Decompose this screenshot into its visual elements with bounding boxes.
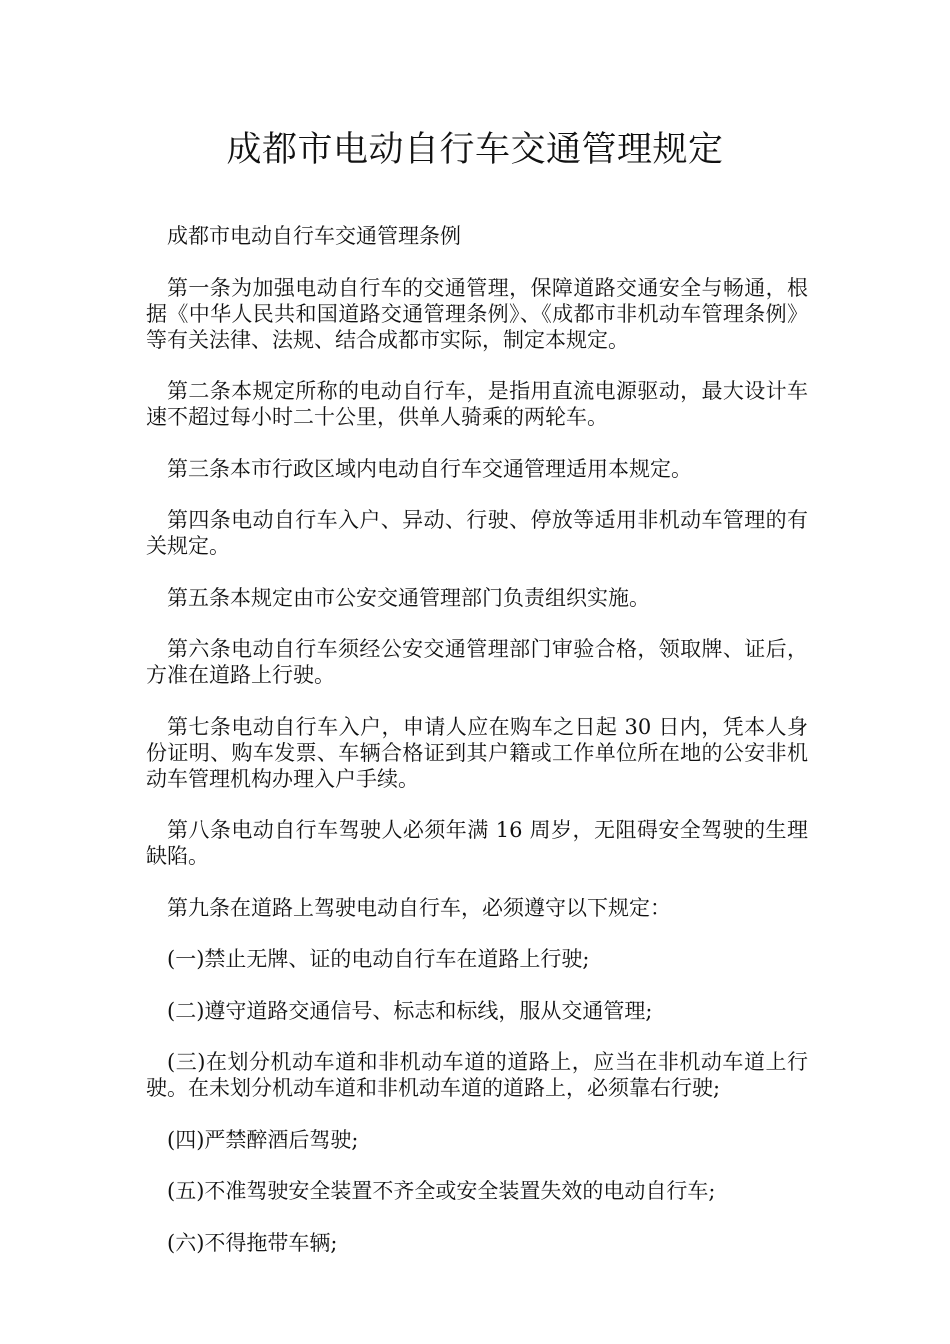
paragraph-article-5: 第五条本规定由市公安交通管理部门负责组织实施。 — [167, 585, 650, 610]
paragraph-heading: 成都市电动自行车交通管理条例 — [167, 224, 461, 248]
list-item-5: (五)不准驾驶安全装置不齐全或安全装置失效的电动自行车; — [167, 1179, 716, 1203]
list-item-2: (二)遵守道路交通信号、标志和标线，服从交通管理; — [167, 998, 653, 1023]
list-item-6: (六)不得拖带车辆; — [167, 1230, 338, 1255]
paragraph-article-9: 第九条在道路上驾驶电动自行车，必须遵守以下规定： — [167, 895, 671, 920]
document-body — [146, 223, 808, 1281]
paragraph-article-4: 第四条电动自行车入户、异动、行驶、停放等适用非机动车管理的有关规定。 — [146, 508, 808, 558]
paragraph-article-2: 第二条本规定所称的电动自行车，是指用直流电源驱动，最大设计车速不超过每小时二十公里，供单人骑乘的两轮车。 — [146, 379, 808, 429]
paragraph-article-8: 第八条电动自行车驾驶人必须年满 16 周岁，无阻碍安全驾驶的生理缺陷。 — [146, 818, 808, 868]
list-item-4: (四)严禁醉酒后驾驶; — [167, 1127, 359, 1152]
paragraph-article-3: 第三条本市行政区域内电动自行车交通管理适用本规定。 — [167, 456, 692, 481]
list-item-1: (一)禁止无牌、证的电动自行车在道路上行驶; — [167, 947, 590, 971]
document-title: 成都市电动自行车交通管理规定 — [226, 130, 724, 170]
list-item-3: (三)在划分机动车道和非机动车道的道路上，应当在非机动车道上行驶。在未划分机动车道和非机动车道的道路上，必须靠右行驶; — [146, 1050, 808, 1100]
paragraph-article-6: 第六条电动自行车须经公安交通管理部门审验合格，领取牌、证后，方准在道路上行驶。 — [146, 637, 808, 687]
paragraph-article-7: 第七条电动自行车入户，申请人应在购车之日起 30 日内，凭本人身份证明、购车发票、车辆合格证到其户籍或工作单位所在地的公安非机动车管理机构办理入户手续。 — [146, 714, 808, 791]
paragraph-article-1: 第一条为加强电动自行车的交通管理，保障道路交通安全与畅通，根据《中华人民共和国道路交通管理条例》、《成都市非机动车管理条例》等有关法律、法规、结合成都市实际，制定本规定。 — [146, 275, 808, 352]
